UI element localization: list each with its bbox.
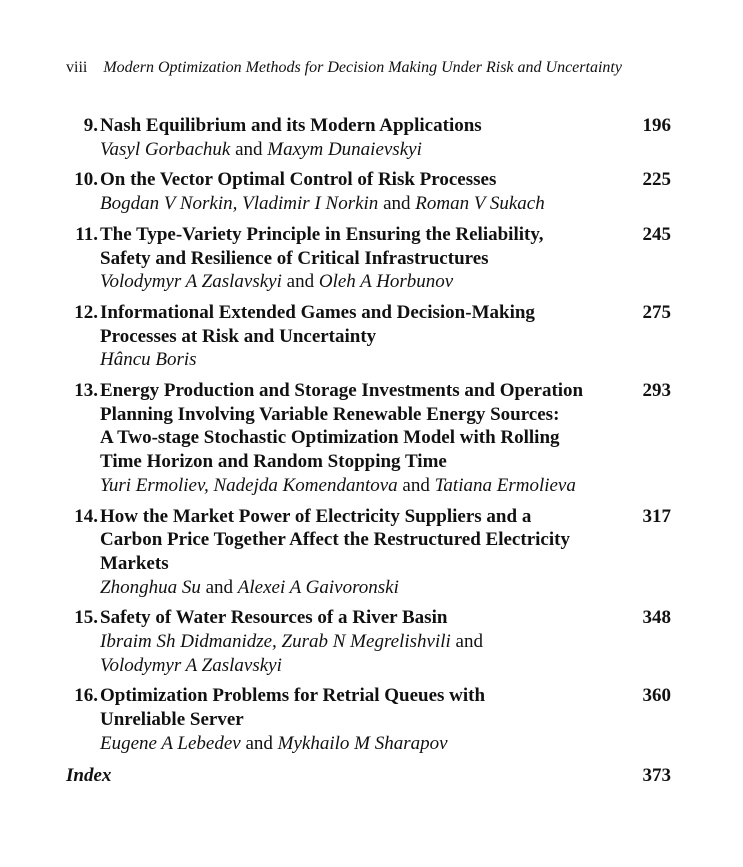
- chapter-number: 9.: [83, 115, 98, 136]
- chapter-authors: [100, 474, 601, 498]
- chapter-number: 13.: [74, 380, 98, 402]
- chapter-authors: [100, 654, 601, 678]
- chapter-page: 245: [642, 223, 671, 245]
- toc-entry[interactable]: [66, 223, 671, 294]
- chapter-title-line: Nash Equilibrium and its Modern Applications: [100, 115, 482, 136]
- chapter-title-line: Optimization Problems for Retrial Queues with: [100, 685, 486, 707]
- entry-body: [100, 684, 601, 755]
- chapter-title-line: Unreliable Server: [100, 709, 244, 731]
- chapter-authors: [100, 192, 601, 216]
- chapter-number: 12.: [74, 301, 98, 323]
- chapter-title-line: The Type-Variety Principle in Ensuring the Reliability,: [100, 223, 544, 245]
- chapter-title-line: Safety and Resilience of Critical Infrastructures: [100, 247, 489, 269]
- chapter-title-line: On the Vector Optimal Control of Risk Processes: [100, 169, 497, 191]
- chapter-number: 14.: [74, 505, 98, 527]
- author-names: Yuri Ermoliev, Nadejda Komendantova: [100, 474, 398, 496]
- entry-body: [100, 168, 601, 215]
- chapter-authors: [100, 576, 601, 600]
- chapter-title-line: Processes at Risk and Uncertainty: [100, 325, 377, 347]
- chapter-title-line: How the Market Power of Electricity Suppliers and a: [100, 505, 532, 527]
- chapter-page: 225: [642, 169, 671, 191]
- toc-entry[interactable]: [66, 301, 671, 372]
- chapter-authors: [100, 732, 601, 756]
- chapter-authors: [100, 348, 601, 372]
- author-names: Maxym Dunaievskyi: [267, 138, 422, 160]
- toc-entry[interactable]: [66, 168, 671, 215]
- entry-body: [100, 223, 601, 294]
- chapter-number: 10.: [74, 169, 98, 191]
- toc-entry[interactable]: [66, 505, 671, 600]
- chapter-title-line: Informational Extended Games and Decision-Making: [100, 301, 535, 323]
- index-label: Index: [66, 764, 112, 786]
- entry-body: [100, 379, 601, 498]
- author-names: Ibraim Sh Didmanidze, Zurab N Megrelishvili: [100, 631, 451, 653]
- chapter-page: 348: [642, 607, 671, 629]
- chapter-page: 275: [642, 301, 671, 323]
- author-names: Volodymyr A Zaslavskyi: [100, 654, 282, 676]
- chapter-number: 11.: [75, 223, 98, 245]
- author-names: Tatiana Ermolieva: [434, 474, 576, 496]
- entry-body: [100, 114, 601, 161]
- chapter-title-line: A Two-stage Stochastic Optimization Model with Rolling: [100, 427, 560, 449]
- author-names: Alexei A Gaivoronski: [237, 576, 399, 598]
- author-conjunction: and: [281, 271, 319, 293]
- chapter-title-line: Time Horizon and Random Stopping Time: [100, 451, 447, 473]
- entry-body: [100, 505, 601, 600]
- table-of-contents: [66, 114, 671, 787]
- author-names: Vasyl Gorbachuk: [100, 138, 231, 160]
- author-names: Bogdan V Norkin, Vladimir I Norkin: [100, 193, 379, 215]
- author-names: Eugene A Lebedev: [100, 732, 241, 754]
- chapter-number: 15.: [74, 607, 98, 629]
- author-conjunction: and: [378, 193, 416, 215]
- chapter-title-line: Markets: [100, 552, 169, 574]
- author-conjunction: and: [230, 138, 268, 160]
- author-names: Roman V Sukach: [415, 193, 545, 215]
- chapter-page: 317: [642, 505, 671, 527]
- chapter-page: 293: [642, 380, 671, 402]
- chapter-authors: [100, 270, 601, 294]
- chapter-page: 360: [642, 685, 671, 707]
- chapter-page: 196: [642, 115, 671, 136]
- chapter-title-line: Planning Involving Variable Renewable Energy Sources:: [100, 403, 560, 425]
- toc-entry[interactable]: [66, 379, 671, 498]
- author-conjunction: and: [200, 576, 238, 598]
- author-conjunction: and: [240, 732, 278, 754]
- book-title: Modern Optimization Methods for Decision Making Under Risk and Uncertainty: [103, 59, 622, 76]
- author-names: Oleh A Horbunov: [318, 271, 454, 293]
- chapter-number: 16.: [74, 685, 98, 707]
- chapter-authors: [100, 630, 601, 654]
- chapter-title-line: Safety of Water Resources of a River Basin: [100, 607, 448, 629]
- toc-entry[interactable]: [66, 114, 671, 161]
- entry-body: [100, 301, 601, 372]
- chapter-authors: [100, 138, 601, 162]
- toc-entry-index[interactable]: [66, 764, 671, 788]
- toc-entry[interactable]: [66, 606, 671, 677]
- chapter-title-line: Carbon Price Together Affect the Restructured Electricity: [100, 529, 570, 551]
- entry-body: [100, 606, 601, 677]
- toc-entry[interactable]: [66, 684, 671, 755]
- author-names: Hâncu Boris: [100, 349, 197, 371]
- author-names: Volodymyr A Zaslavskyi: [100, 271, 282, 293]
- author-names: Mykhailo M Sharapov: [277, 732, 448, 754]
- page-number: viii: [66, 59, 88, 76]
- index-page: 373: [642, 764, 671, 786]
- running-header: [66, 59, 622, 77]
- author-conjunction: and: [397, 474, 435, 496]
- chapter-title-line: Energy Production and Storage Investments and Operation: [100, 380, 584, 402]
- author-names: Zhonghua Su: [100, 576, 201, 598]
- author-conjunction: and: [450, 631, 483, 653]
